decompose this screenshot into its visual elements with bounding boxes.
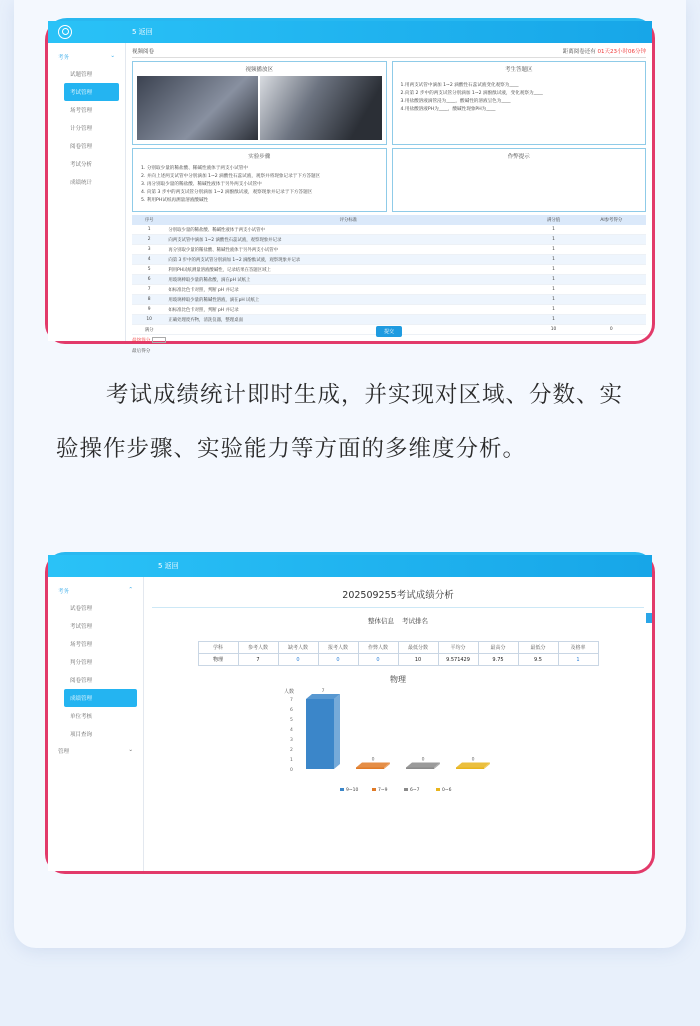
stats-value: 1 [558, 654, 598, 666]
final-score-input[interactable] [152, 337, 166, 343]
stats-header: 参考人数 [238, 642, 278, 654]
app-topbar [48, 21, 652, 43]
chevron-down-icon: ⌄ [128, 747, 133, 753]
table-row [132, 295, 646, 305]
steps-panel [132, 148, 387, 212]
legend-swatch [340, 788, 344, 791]
chevron-up-icon: ⌃ [128, 587, 133, 593]
stats-value: 物理 [198, 654, 238, 666]
bar [356, 768, 384, 770]
table-row [132, 285, 646, 295]
table-cell: 0 [577, 325, 646, 335]
table-row [132, 255, 646, 265]
table-cell [577, 225, 646, 235]
table-cell: 1 [531, 265, 577, 275]
bar-top [306, 694, 340, 699]
answer-line: 3.用盐酸溶液滴管浸为____，酸碱性的溶液呈色为____ [400, 99, 511, 104]
sidebar-item-active[interactable]: 考试管理 [64, 83, 119, 101]
table-cell [577, 295, 646, 305]
step-item: 2. 并向上述两支试管中分别滴加 1~2 滴酸性石蕊试液，观察并将现象记录于下方答题区 [141, 174, 321, 179]
page-title: 202509255考试成绩分析 [342, 590, 454, 601]
sidebar-item[interactable]: 成绩统计 [70, 180, 93, 186]
table-cell: 1 [531, 275, 577, 285]
table-row [132, 225, 646, 235]
table-cell: 1 [531, 235, 577, 245]
deadline-label: 距离阅卷还有 [562, 49, 596, 55]
stats-header: 最低分 [518, 642, 558, 654]
table-cell: 如标准比色卡对照，判断 pH 并记录 [166, 305, 530, 315]
table-cell: 向第 3 步中的两支试管分别滴加 1~2 滴酚酞试液，观察现象并记录 [166, 255, 530, 265]
table-cell [577, 305, 646, 315]
table-cell: 1 [531, 225, 577, 235]
table-cell: 6 [132, 275, 166, 285]
sidebar-item[interactable]: 阅卷管理 [70, 144, 93, 150]
step-item: 5. 利用PH试纸再测量溶液酸碱性 [141, 198, 209, 203]
stats-header: 及格率 [558, 642, 598, 654]
screenshot-grading [45, 18, 655, 354]
sidebar-item[interactable]: 场考管理 [70, 642, 93, 648]
table-cell [166, 325, 530, 335]
legend-swatch [372, 788, 376, 791]
video-player[interactable] [260, 76, 381, 140]
stats-table [198, 641, 599, 666]
video-panel [132, 61, 387, 145]
stats-value: 0 [358, 654, 398, 666]
sidebar-group[interactable]: 管理 ⌄ [58, 747, 133, 755]
y-tick-label: 7 [290, 698, 293, 703]
legend-label: 9~10 [346, 788, 359, 793]
notes-panel-title: 作弊提示 [507, 154, 530, 160]
score-table: 序号 评分标准 满分值 AI参考得分 1 分别取少量的稀盐酸、稀碱性液体于两支小试管中 1 2 向两支试管中滴加 1~2 滴酸性石蕊试液，观察现象并记录 1 3 再分别取少量的稀盐酸、稀碱性液体于另外两支小试管中 1 4 向第 3 步中的两支试管分别滴加 1~2 滴酚酞试液，观察现象并记录 1 5 利用PH试纸测量溶液酸碱性，记录结果在答题区域上 1 6 用玻璃棒取少量的稀盐酸，滴在pH 试纸上 1 7 如标准比色卡对照，判断 pH 并记录 1 8 用玻璃棒取少量的稀碱性溶液，滴在pH 试纸上 1 9 如标准比色卡对照，判断 pH 并记录 1 10 正确处理废弃物，清洗仪器，整理桌面 1 满分 10 0 [132, 215, 646, 335]
sidebar-item[interactable]: 考试管理 [70, 624, 93, 630]
tab-overview[interactable]: 整体信息 [367, 617, 394, 625]
stats-header: 报考人数 [318, 642, 358, 654]
answer-panel-title: 考生答题区 [504, 67, 533, 73]
legend-label: 6~7 [410, 788, 420, 793]
bar-chart [278, 677, 518, 797]
sidebar-item[interactable]: 考试分析 [70, 162, 93, 168]
sidebar-group[interactable]: 考务 ⌃ [58, 587, 133, 595]
table-cell [577, 245, 646, 255]
y-tick-label: 4 [290, 728, 293, 733]
table-cell [577, 255, 646, 265]
stats-header: 学科 [198, 642, 238, 654]
stats-header: 作弊人数 [358, 642, 398, 654]
table-cell: 1 [531, 315, 577, 325]
answer-line: 1.用两支试管中滴加 1~2 滴酸性石蕊试液变化观察为____ [400, 83, 519, 88]
chart-title: 物理 [390, 675, 406, 684]
y-tick-label: 6 [290, 708, 293, 713]
data-label: 0 [471, 757, 475, 763]
back-button[interactable]: 5 返回 [158, 562, 179, 570]
table-cell: 1 [531, 255, 577, 265]
step-item: 4. 向第 3 步中的两支试管分别滴加 1~2 滴酚酞试液，观察现象并记录于下方答题区 [141, 190, 313, 195]
table-cell: 如标准比色卡对照，判断 pH 并记录 [166, 285, 530, 295]
y-tick-label: 3 [290, 738, 293, 743]
table-cell: 用玻璃棒取少量的稀盐酸，滴在pH 试纸上 [166, 275, 530, 285]
table-cell [577, 315, 646, 325]
bar [306, 699, 334, 769]
screenshot-analysis [45, 552, 655, 874]
step-item: 3. 再分别取少量的稀盐酸、稀碱性液体于另外两支小试管中 [141, 182, 262, 187]
y-tick-label: 0 [290, 768, 293, 773]
table-cell: 4 [132, 255, 166, 265]
review-label: 最后得分 [132, 348, 151, 354]
table-cell: 1 [531, 285, 577, 295]
sidebar-group[interactable]: 考务 ⌄ [58, 53, 115, 61]
sidebar-item[interactable]: 试题管理 [70, 72, 93, 78]
table-row [132, 245, 646, 255]
table-row [132, 275, 646, 285]
table-cell [577, 235, 646, 245]
table-cell: 7 [132, 285, 166, 295]
grading-main [126, 43, 652, 354]
submit-button[interactable]: 提交 [376, 326, 402, 337]
stats-value: 9.75 [478, 654, 518, 666]
table-cell: 满分 [132, 325, 166, 335]
sidebar-item[interactable]: 阅卷管理 [70, 678, 93, 684]
sidebar [48, 43, 126, 341]
table-cell: 向两支试管中滴加 1~2 滴酸性石蕊试液，观察现象并记录 [166, 235, 530, 245]
bar-top [406, 763, 440, 768]
y-tick-label: 5 [290, 718, 293, 723]
y-tick-label: 1 [290, 758, 293, 763]
avatar-icon[interactable] [58, 25, 72, 39]
video-player[interactable] [137, 76, 258, 140]
video-panel-title: 视频播放区 [245, 67, 273, 73]
data-label: 0 [371, 757, 375, 763]
table-row [132, 305, 646, 315]
table-cell: 1 [531, 305, 577, 315]
bar [456, 768, 484, 770]
bar [406, 768, 434, 770]
step-item: 1. 分别取少量的稀盐酸、稀碱性液体于两支小试管中 [141, 166, 248, 171]
table-row [132, 265, 646, 275]
stats-header: 最高分 [478, 642, 518, 654]
tab-ranking[interactable]: 考试排名 [402, 617, 429, 625]
stats-value: 0 [318, 654, 358, 666]
sidebar-item[interactable]: 试卷管理 [70, 606, 93, 612]
stats-value: 0 [278, 654, 318, 666]
stats-value: 7 [238, 654, 278, 666]
sidebar [48, 577, 144, 871]
y-tick-label: 2 [290, 748, 293, 753]
table-cell: 10 [531, 325, 577, 335]
page-title: 视频阅卷 [132, 49, 155, 55]
table-cell: 利用PH试纸测量溶液酸碱性，记录结果在答题区域上 [166, 265, 530, 275]
analysis-main [144, 577, 652, 871]
chevron-down-icon: ⌄ [110, 53, 115, 59]
sidebar-item[interactable]: 判分管理 [70, 660, 93, 666]
stats-header: 缺考人数 [278, 642, 318, 654]
notes-panel [392, 148, 647, 212]
table-cell: 5 [132, 265, 166, 275]
legend-swatch [436, 788, 440, 791]
answer-line: 4.用盐酸溶液PH为____，酸碱性现象PH为____ [400, 107, 496, 112]
stats-header: 平均分 [438, 642, 478, 654]
description-paragraph: 考试成绩统计即时生成，并实现对区域、分数、实验操作步骤、实验能力等方面的多维度分析。 [56, 382, 624, 462]
table-cell: 再分别取少量的稀盐酸、稀碱性液体于另外两支小试管中 [166, 245, 530, 255]
sidebar-item[interactable]: 单位考核 [70, 714, 93, 720]
sidebar-item[interactable]: 项目查询 [70, 732, 93, 738]
steps-panel-title: 实验步骤 [248, 154, 271, 160]
y-axis-label: 人数 [284, 689, 295, 695]
final-score-row: 最终得分 [132, 337, 646, 344]
table-cell: 1 [132, 225, 166, 235]
bar-side [334, 694, 340, 769]
sidebar-item-active[interactable]: 成绩管理 [64, 689, 137, 707]
sidebar-item[interactable]: 计分管理 [70, 126, 93, 132]
answer-line: 2.向第 2 步中的两支试管分别滴加 1~2 滴酚酞试液，变化观察为____ [400, 91, 543, 96]
legend-label: 0~6 [442, 788, 452, 793]
stats-header: 最低分数 [398, 642, 438, 654]
table-cell: 3 [132, 245, 166, 255]
table-cell [577, 285, 646, 295]
answer-panel [392, 61, 647, 145]
table-cell: 分别取少量的稀盐酸、稀碱性液体于两支小试管中 [166, 225, 530, 235]
table-cell [577, 265, 646, 275]
table-cell: 用玻璃棒取少量的稀碱性溶液，滴在pH 试纸上 [166, 295, 530, 305]
stats-value: 10 [398, 654, 438, 666]
table-cell: 8 [132, 295, 166, 305]
table-cell: 1 [531, 295, 577, 305]
stats-value: 9.5 [518, 654, 558, 666]
table-cell: 2 [132, 235, 166, 245]
stats-value: 9.571429 [438, 654, 478, 666]
deadline-time: 01天23小时06分钟 [597, 49, 646, 55]
table-cell: 正确处理废弃物，清洗仪器，整理桌面 [166, 315, 530, 325]
back-button[interactable]: 5 返回 [132, 28, 153, 36]
table-cell: 1 [531, 245, 577, 255]
table-row [132, 315, 646, 325]
legend-label: 7~9 [378, 788, 388, 793]
table-cell: 10 [132, 315, 166, 325]
table-cell [577, 275, 646, 285]
sidebar-item[interactable]: 场考管理 [70, 108, 93, 114]
table-cell: 9 [132, 305, 166, 315]
side-tab[interactable] [646, 613, 652, 623]
bar-top [356, 763, 390, 768]
data-label: 7 [321, 689, 325, 694]
data-label: 0 [421, 757, 425, 763]
bar-top [456, 763, 490, 768]
legend-swatch [404, 788, 408, 791]
table-row [132, 235, 646, 245]
app-topbar [48, 555, 652, 577]
